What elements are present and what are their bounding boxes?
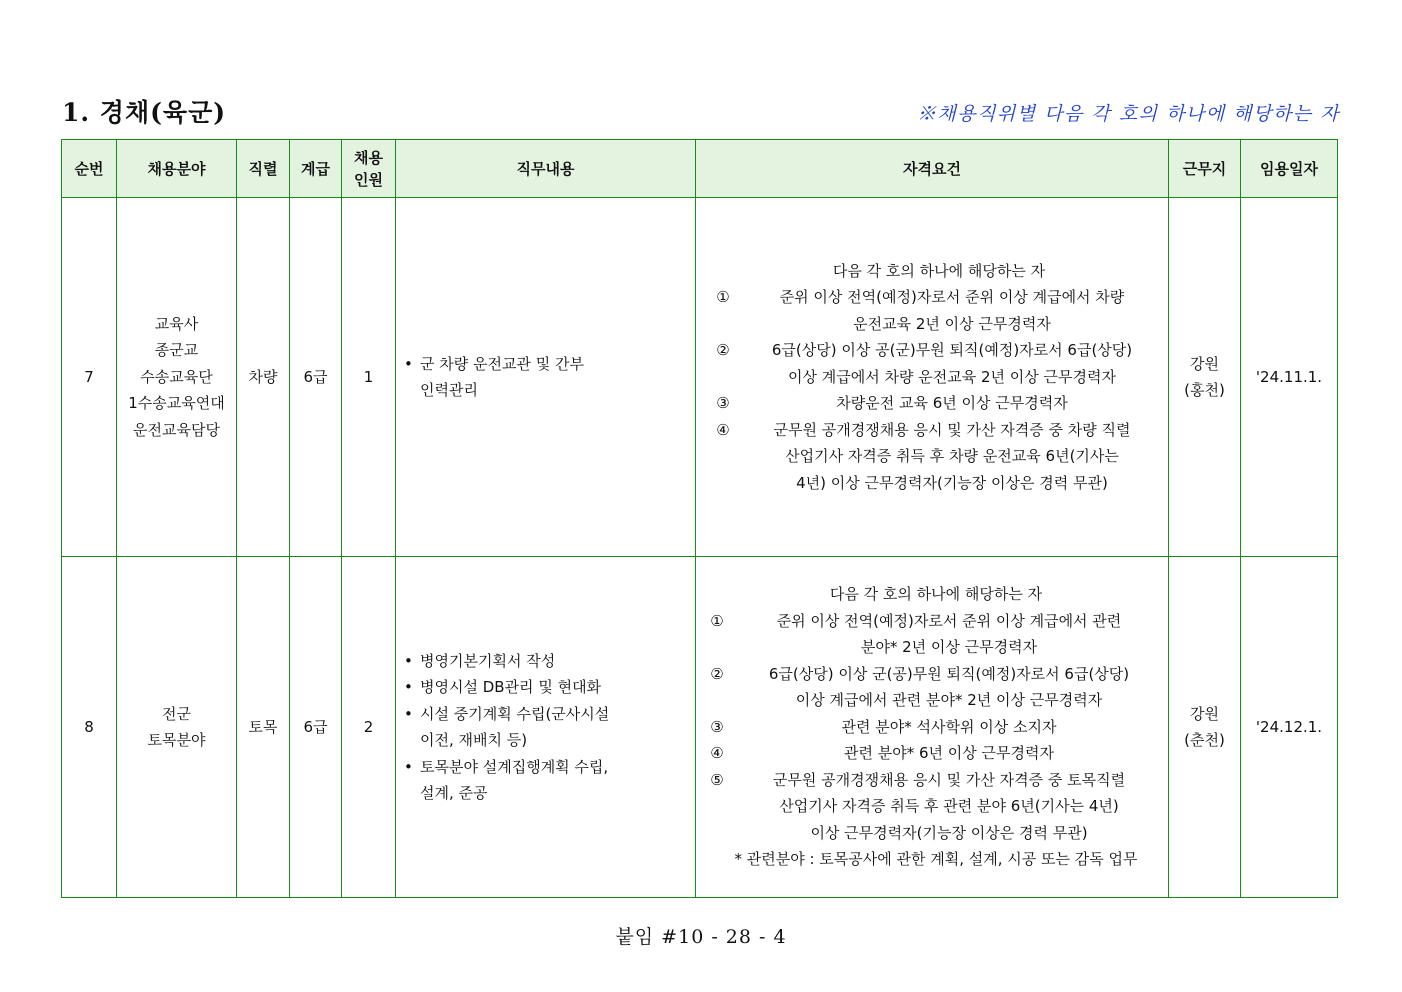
field-line: 운전교육담당 <box>133 420 220 439</box>
cell-duty <box>396 198 696 557</box>
header-grade: 계급 <box>290 140 342 198</box>
qual-item <box>704 661 1168 714</box>
qual-mark: ① <box>716 288 730 307</box>
qual-line: 군무원 공개경쟁채용 응시 및 가산 자격증 중 토목직렬 <box>772 770 1126 789</box>
header-count-line2: 인원 <box>354 170 383 189</box>
cell-qual <box>696 557 1169 898</box>
qual-line: 4년) 이상 근무경력자(기능장 이상은 경력 무관) <box>796 473 1108 492</box>
qual-line: 준위 이상 전역(예정)자로서 준위 이상 계급에서 관련 <box>776 611 1122 630</box>
location-line: (홍천) <box>1184 381 1225 399</box>
qual-mark: ④ <box>716 420 730 439</box>
field-line: 전군 <box>162 704 191 723</box>
qual-line: 준위 이상 전역(예정)자로서 준위 이상 계급에서 차량 <box>779 288 1125 307</box>
header-no: 순번 <box>62 140 117 198</box>
duty-line: 설계, 준공 <box>420 784 488 802</box>
table-row <box>62 198 1338 557</box>
page-note: ※채용직위별 다음 각 호의 하나에 해당하는 자 <box>916 103 1340 125</box>
qual-mark: ④ <box>710 744 724 763</box>
duty-line: • 병영기본기획서 작성 <box>420 651 556 670</box>
header-count-line1: 채용 <box>354 148 383 167</box>
qual-line: 관련 분야* 6년 이상 근무경력자 <box>844 744 1054 763</box>
qual-line: 산업기사 자격증 취득 후 관련 분야 6년(기사는 4년) <box>779 797 1119 816</box>
field-line: 수송교육단 <box>140 367 213 386</box>
page-footer: 붙임 #10 - 28 - 4 <box>615 926 787 948</box>
qual-line: 6급(상당) 이상 공(군)무원 퇴직(예정)자로서 6급(상당) <box>771 341 1133 360</box>
cell-field <box>117 198 237 557</box>
field-line: 교육사 <box>154 314 199 333</box>
qual-mark: ⑤ <box>710 770 724 789</box>
qual-item <box>704 740 1168 767</box>
cell-count: 2 <box>342 557 396 898</box>
recruitment-table <box>61 139 1338 898</box>
table-header-row <box>62 140 1338 198</box>
duty-line: • 시설 중기계획 수립(군사시설 <box>420 704 610 723</box>
qual-line: 6급(상당) 이상 군(공)무원 퇴직(예정)자로서 6급(상당) <box>768 664 1130 683</box>
field-line: 토목분야 <box>147 731 206 749</box>
qual-mark: ② <box>710 664 724 683</box>
qual-line: 운전교육 2년 이상 근무경력자 <box>853 314 1051 333</box>
qual-item <box>710 390 1168 417</box>
cell-no: 8 <box>62 557 117 898</box>
duty-list <box>396 648 695 807</box>
qual-line: 이상 계급에서 차량 운전교육 2년 이상 근무경력자 <box>788 367 1116 386</box>
qual-line: 이상 근무경력자(기능장 이상은 경력 무관) <box>810 823 1088 842</box>
qual-footnote: * 관련분야 : 토목공사에 관한 계획, 설계, 시공 또는 감독 업무 <box>734 850 1138 869</box>
duty-item <box>404 674 695 701</box>
cell-count: 1 <box>342 198 396 557</box>
qual-line: 분야* 2년 이상 근무경력자 <box>860 638 1038 657</box>
cell-qual <box>696 198 1169 557</box>
cell-date: '24.11.1. <box>1241 198 1338 557</box>
location-line: 강원 <box>1190 704 1219 723</box>
qual-item <box>704 767 1168 847</box>
duty-item <box>404 754 695 807</box>
header-qual: 자격요건 <box>696 140 1169 198</box>
cell-duty <box>396 557 696 898</box>
qual-item <box>710 417 1168 497</box>
qual-intro: 다음 각 호의 하나에 해당하는 자 <box>829 585 1043 604</box>
qual-mark: ① <box>710 611 724 630</box>
duty-item <box>404 648 695 675</box>
qual-item <box>704 714 1168 741</box>
field-line: 1수송교육연대 <box>128 394 225 413</box>
cell-location <box>1169 198 1241 557</box>
duty-line: • 토목분야 설계집행계획 수립, <box>420 757 609 776</box>
qual-item <box>710 337 1168 390</box>
qual-line: 이상 계급에서 관련 분야* 2년 이상 근무경력자 <box>795 691 1103 710</box>
header-series: 직렬 <box>237 140 290 198</box>
qual-line: 산업기사 자격증 취득 후 차량 운전교육 6년(기사는 <box>785 447 1119 466</box>
cell-date: '24.12.1. <box>1241 557 1338 898</box>
qual-item <box>710 284 1168 337</box>
location-line: 강원 <box>1190 354 1219 373</box>
duty-line: • 군 차량 운전교관 및 간부 <box>420 354 584 373</box>
qual-mark: ② <box>716 341 730 360</box>
duty-item <box>404 701 695 754</box>
duty-item <box>404 351 695 404</box>
field-line: 종군교 <box>154 341 199 360</box>
qual-mark: ③ <box>716 394 730 413</box>
header-location: 근무지 <box>1169 140 1241 198</box>
cell-grade: 6급 <box>290 557 342 898</box>
cell-series: 차량 <box>237 198 290 557</box>
cell-no: 7 <box>62 198 117 557</box>
cell-series: 토목 <box>237 557 290 898</box>
location-line: (춘천) <box>1184 731 1225 749</box>
duty-line: 인력관리 <box>420 381 478 399</box>
duty-line: 이전, 재배치 등) <box>420 731 528 749</box>
qual-line: 관련 분야* 석사학위 이상 소지자 <box>841 717 1057 736</box>
qual-line: 군무원 공개경쟁채용 응시 및 가산 자격증 중 차량 직렬 <box>773 420 1131 439</box>
table-row <box>62 557 1338 898</box>
cell-location <box>1169 557 1241 898</box>
cell-grade: 6급 <box>290 198 342 557</box>
duty-line: • 병영시설 DB관리 및 현대화 <box>420 678 602 696</box>
header-duty: 직무내용 <box>396 140 696 198</box>
header-field: 채용분야 <box>117 140 237 198</box>
page-title: 1. 경채(육군) <box>62 98 227 127</box>
header-count <box>342 140 396 198</box>
header-date: 임용일자 <box>1241 140 1338 198</box>
qual-intro: 다음 각 호의 하나에 해당하는 자 <box>832 261 1046 280</box>
qual-item <box>704 608 1168 661</box>
cell-field <box>117 557 237 898</box>
qual-mark: ③ <box>710 717 724 736</box>
qual-line: 차량운전 교육 6년 이상 근무경력자 <box>836 394 1068 413</box>
duty-list <box>396 351 695 404</box>
